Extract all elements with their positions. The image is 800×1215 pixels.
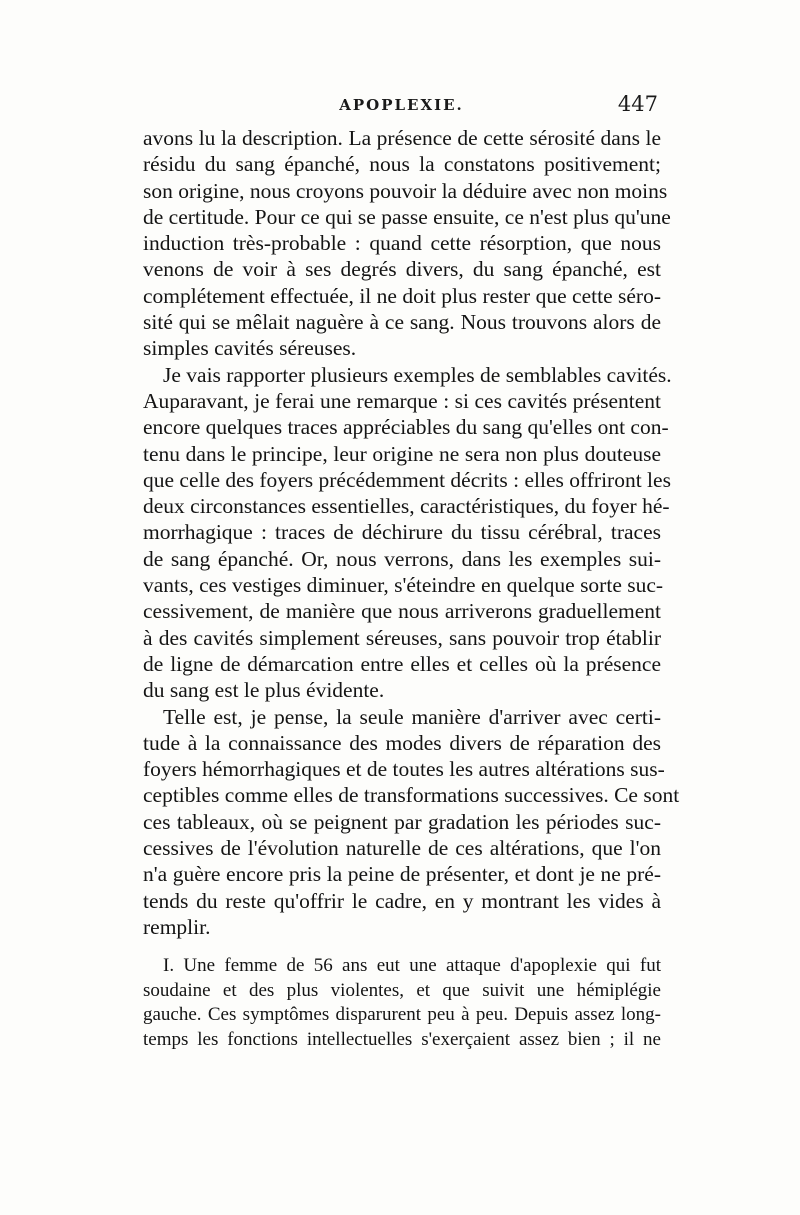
- paragraph-2: [143, 362, 672, 704]
- text-line: de sang épanché. Or, nous verrons, dans les exemples sui-: [143, 546, 661, 571]
- text-line: soudaine et des plus violentes, et que suivit une hémiplégie: [143, 979, 661, 1001]
- text-line: son origine, nous croyons pouvoir la déduire avec non moins: [143, 178, 668, 203]
- text-line: Auparavant, je ferai une remarque : si ces cavités présentent: [143, 388, 661, 413]
- text-line: encore quelques traces appréciables du sang qu'elles ont con-: [143, 415, 669, 440]
- text-line: résidu du sang épanché, nous la constatons positivement;: [143, 152, 661, 177]
- text-line: de ligne de démarcation entre elles et celles où la présence: [143, 651, 661, 676]
- text-line: I. Une femme de 56 ans eut une attaque d'apoplexie qui fut: [163, 955, 661, 977]
- text-line: de certitude. Pour ce qui se passe ensuite, ce n'est plus qu'une: [143, 204, 671, 229]
- text-line: que celle des foyers précédemment décrits : elles offriront les: [143, 467, 671, 492]
- text-line: avons lu la description. La présence de cette sérosité dans le: [143, 126, 661, 150]
- text-line: foyers hémorrhagiques et de toutes les autres altérations sus-: [143, 757, 665, 782]
- text-line: ceptibles comme elles de transformations successives. Ce sont: [143, 783, 680, 808]
- text-line: tenu dans le principe, leur origine ne sera non plus douteuse: [143, 441, 661, 466]
- text-line: cessivement, de manière que nous arriverons graduellement: [143, 599, 661, 624]
- text-line: simples cavités séreuses.: [143, 336, 357, 361]
- page-header: [145, 92, 658, 122]
- page-number: 447: [617, 92, 658, 116]
- text-line: deux circonstances essentielles, caractéristiques, du foyer hé-: [143, 494, 670, 519]
- text-line: vants, ces vestiges diminuer, s'éteindre en quelque sorte suc-: [143, 573, 664, 598]
- text-line: temps les fonctions intellectuelles s'exerçaient assez bien ; il ne: [143, 1028, 661, 1050]
- paragraph-gap: [143, 940, 661, 954]
- text-line: n'a guère encore pris la peine de présenter, et dont je ne pré-: [143, 862, 661, 887]
- text-line: remplir.: [143, 914, 211, 939]
- text-line: Telle est, je pense, la seule manière d'arriver avec certi-: [163, 704, 661, 729]
- text-line: tude à la connaissance des modes divers de réparation des: [143, 730, 661, 755]
- text-line: gauche. Ces symptômes disparurent peu à peu. Depuis assez long-: [143, 1004, 661, 1026]
- text-line: ces tableaux, où se peignent par gradation les périodes suc-: [143, 809, 661, 834]
- paragraph-3: [143, 704, 680, 941]
- text-line: morrhagique : traces de déchirure du tissu cérébral, traces: [143, 520, 661, 545]
- body-text: [143, 125, 680, 1052]
- text-line: du sang est le plus évidente.: [143, 678, 385, 703]
- paragraph-1: [143, 125, 671, 362]
- text-line: tends du reste qu'offrir le cadre, en y montrant les vides à: [143, 888, 661, 913]
- text-line: Je vais rapporter plusieurs exemples de semblables cavités.: [163, 362, 672, 387]
- case-paragraph: [143, 954, 661, 1052]
- running-title: APOPLEXIE.: [339, 96, 464, 114]
- text-line: complétement effectuée, il ne doit plus rester que cette séro-: [143, 283, 661, 308]
- text-line: cessives de l'évolution naturelle de ces altérations, que l'on: [143, 836, 661, 861]
- text-line: à des cavités simplement séreuses, sans pouvoir trop établir: [143, 625, 661, 650]
- text-line: induction très-probable : quand cette résorption, que nous: [143, 231, 661, 256]
- text-line: venons de voir à ses degrés divers, du sang épanché, est: [143, 257, 661, 282]
- text-line: sité qui se mêlait naguère à ce sang. Nous trouvons alors de: [143, 310, 661, 335]
